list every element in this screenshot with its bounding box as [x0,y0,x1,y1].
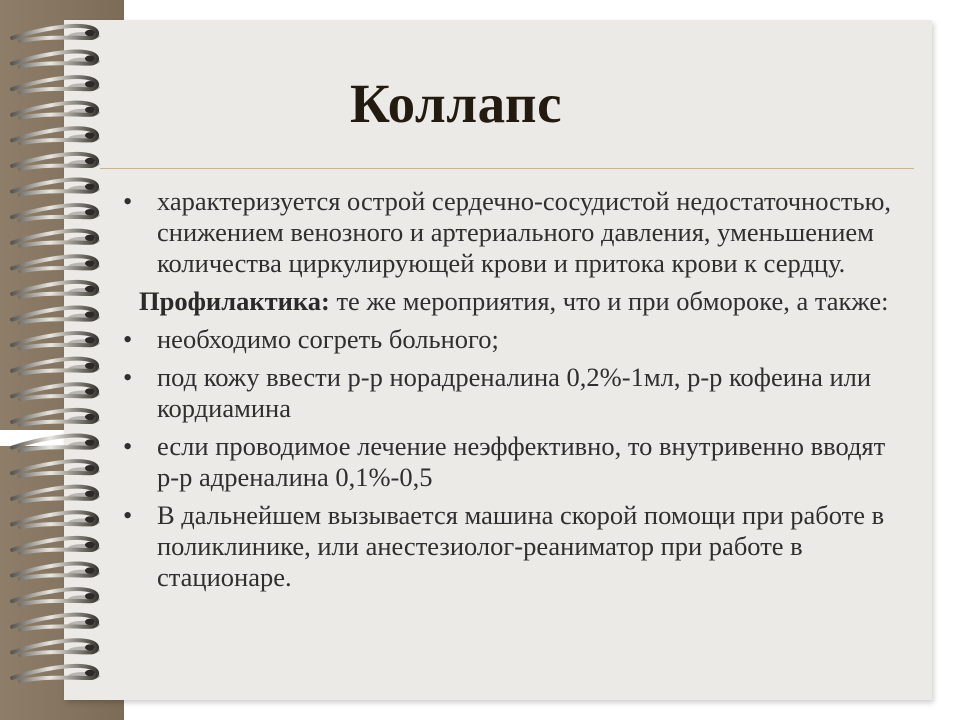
spiral-ring [12,333,100,348]
spiral-ring [12,205,100,220]
list-item [121,186,901,279]
list-item [121,500,901,593]
spiral-ring [12,461,100,476]
bullet-icon: • [123,186,133,216]
spiral-ring [12,282,100,297]
spiral-ring [12,564,100,579]
slide-content [121,186,901,600]
spiral-ring [12,436,100,451]
title-divider [100,168,914,169]
list-item-text: В дальнейшем вызывается машина скорой помощи при работе в поликлинике, или анестезиолог-реаниматор при работе в стационаре. [157,500,885,592]
spiral-ring [12,308,100,323]
spiral-ring [12,52,100,67]
prophylaxis-paragraph [139,286,901,317]
prophylaxis-label: Профилактика: [139,286,330,316]
spiral-ring [12,384,100,399]
spiral-ring [12,256,100,271]
spiral-ring [12,512,100,527]
spiral-ring [12,154,100,169]
list-item-text: необходимо согреть больного; [157,324,499,354]
spiral-ring [12,487,100,502]
prophylaxis-text: те же мероприятия, что и при обмороке, а также: [329,286,889,316]
spiral-ring [12,410,100,425]
spiral-ring [12,26,100,41]
bullet-icon: • [123,431,133,461]
list-item-text: характеризуется острой сердечно-сосудистой недостаточностью, снижением венозного и артериального давления, уменьшением количества циркулирующей крови и притока крови к сердцу. [157,186,892,278]
spiral-ring [12,666,100,681]
bullet-icon: • [123,324,133,354]
bullet-icon: • [123,362,133,392]
spiral-ring [12,231,100,246]
bullet-icon: • [123,500,133,530]
spiral-ring [12,589,100,604]
spiral-ring [12,640,100,655]
spiral-ring [12,538,100,553]
list-item-text: под кожу ввести р-р норадреналина 0,2%-1мл, р-р кофеина или кордиамина [157,362,872,423]
list-item [121,324,901,355]
slide-title: Коллапс [349,73,562,134]
list-item [121,362,901,424]
list-item-text: если проводимое лечение неэффективно, то внутривенно вводят р-р адреналина 0,1%-0,5 [157,431,886,492]
list-item [121,431,901,493]
spiral-ring [12,615,100,630]
spiral-ring [12,359,100,374]
spiral-ring [12,180,100,195]
